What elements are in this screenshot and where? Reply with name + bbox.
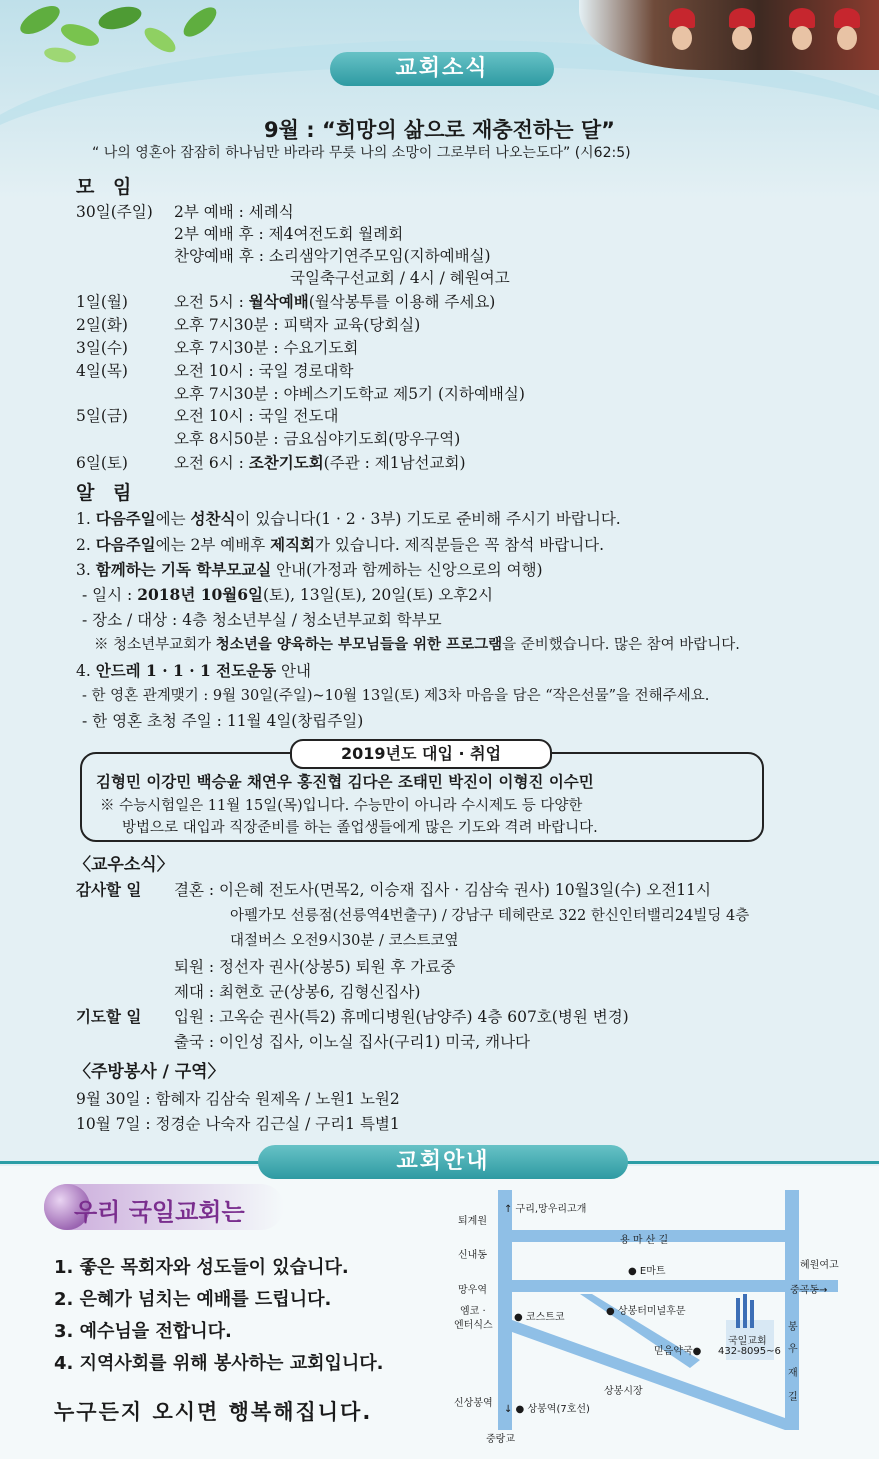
notice-item: - 한 영혼 관계맺기 : 9월 30일(주일)~10월 13일(토) 제3차 마음을 담은 “작은선물”을 전해주세요.	[82, 688, 710, 704]
map-label: 믿음약국●	[654, 1346, 702, 1357]
kitchen-row: 9월 30일 : 함혜자 김삼숙 원제옥 / 노원1 노원2	[76, 1090, 400, 1108]
meeting-item: 2부 예배 : 세례식	[174, 203, 294, 221]
member-news-line: 입원 : 고옥순 권사(특2) 휴메디병원(남양주) 4층 607호(병원 변경)	[174, 1008, 629, 1026]
location-map	[450, 1190, 850, 1450]
meeting-day: 30일(주일)	[76, 203, 153, 221]
section-title-news: 교회소식	[330, 52, 554, 86]
map-label: 용 마 산 길	[620, 1235, 669, 1246]
welcome-text: 우리 국일교회는	[74, 1198, 245, 1226]
kitchen-heading: 〈주방봉사 / 구역〉	[74, 1062, 225, 1082]
meeting-item: 찬양예배 후 : 소리샘악기연주모임(지하예배실)	[174, 247, 491, 265]
map-label: 432-8095~6	[718, 1346, 781, 1357]
members-heading: 〈교우소식〉	[74, 855, 174, 875]
member-news-line: 출국 : 이인성 집사, 이노실 집사(구리1) 미국, 캐나다	[174, 1033, 531, 1051]
meeting-item: 2부 예배 후 : 제4여전도회 월례회	[174, 225, 404, 243]
church-point: 4. 지역사회를 위해 봉사하는 교회입니다.	[54, 1353, 384, 1374]
notice-item: 1. 다음주일에는 성찬식이 있습니다(1 · 2 · 3부) 기도로 준비해 주시기 바랍니다.	[76, 509, 621, 528]
map-label: 엔터식스	[454, 1320, 493, 1331]
map-label: ↑ 구리,망우리고개	[504, 1204, 587, 1215]
member-news-line: 제대 : 최현호 군(상봉6, 김형신집사)	[174, 983, 421, 1001]
slogan: 누구든지 오시면 행복해집니다.	[54, 1400, 373, 1424]
map-label: 상봉시장	[604, 1386, 643, 1397]
meeting-day: 6일(토)	[76, 454, 128, 472]
meeting-item: 오전 10시 : 국일 경로대학	[174, 362, 354, 380]
notices-heading: 알 림	[76, 482, 138, 504]
notice-item: 2. 다음주일에는 2부 예배후 제직회가 있습니다. 제직분들은 꼭 참석 바랍니다.	[76, 535, 605, 554]
church-point: 3. 예수님을 전합니다.	[54, 1321, 232, 1342]
meetings-heading: 모 임	[76, 176, 138, 198]
meeting-day: 4일(목)	[76, 362, 128, 380]
map-label: 퇴계원	[458, 1216, 487, 1227]
meeting-item: 오후 7시30분 : 피택자 교육(당회실)	[174, 316, 421, 334]
meeting-item: 오전 6시 : 조찬기도회(주관 : 제1남선교회)	[174, 453, 466, 472]
member-news-line: 아펠가모 선릉점(선릉역4번출구) / 강남구 테헤란로 322 한신인터밸리24빌딩 4층	[230, 908, 750, 924]
map-label: 중랑교	[486, 1434, 515, 1445]
map-label: 신상봉역	[454, 1398, 493, 1409]
meeting-item: 국일축구선교회 / 4시 / 혜원여고	[290, 269, 510, 287]
map-label: 중곡동→	[790, 1285, 828, 1296]
church-point: 2. 은혜가 넘치는 예배를 드립니다.	[54, 1289, 332, 1310]
meeting-item: 오후 8시50분 : 금요심야기도회(망우구역)	[174, 430, 461, 448]
meeting-day: 2일(화)	[76, 316, 128, 334]
meeting-item: 오후 7시30분 : 야베스기도학교 제5기 (지하예배실)	[174, 385, 525, 403]
member-news-line: 대절버스 오전9시30분 / 코스트코옆	[230, 933, 459, 949]
notice-item: 3. 함께하는 기독 학부모교실 안내(가정과 함께하는 신앙으로의 여행)	[76, 560, 543, 579]
meeting-day: 3일(수)	[76, 339, 128, 357]
section-title-guide: 교회안내	[258, 1145, 628, 1179]
notice-item: 4. 안드레 1 · 1 · 1 전도운동 안내	[76, 661, 311, 680]
map-label: 망우역	[458, 1285, 487, 1296]
notice-item: - 장소 / 대상 : 4층 청소년부실 / 청소년부교회 학부모	[82, 611, 442, 629]
map-label: 혜원여고	[800, 1260, 839, 1271]
month-theme: 9월 : “희망의 삶으로 재충전하는 달”	[264, 118, 615, 142]
notice-item: ※ 청소년부교회가 청소년을 양육하는 부모님들을 위한 프로그램을 준비했습니다. 많은 참여 바랍니다.	[94, 636, 740, 653]
exam-note: ※ 수능시험일은 11월 15일(목)입니다. 수능만이 아니라 수시제도 등 다양한	[100, 798, 583, 814]
map-label: ● 코스트코	[514, 1312, 565, 1323]
pray-label: 기도할 일	[76, 1007, 142, 1026]
exam-note: 방법으로 대입과 직장준비를 하는 졸업생들에게 많은 기도와 격려 바랍니다.	[122, 820, 598, 836]
notice-item: - 일시 : 2018년 10월6일(토), 13일(토), 20일(토) 오후2시	[82, 585, 494, 604]
map-label: 봉	[788, 1322, 798, 1333]
member-news-line: 결혼 : 이은혜 전도사(면목2, 이승재 집사 · 김삼숙 권사) 10월3일(수) 오전11시	[174, 881, 712, 899]
map-label: 국일교회	[728, 1336, 767, 1347]
meeting-day: 5일(금)	[76, 407, 128, 425]
map-label: ● E마트	[628, 1266, 666, 1277]
map-label: 신내동	[458, 1250, 487, 1261]
kitchen-row: 10월 7일 : 정경순 나숙자 김근실 / 구리1 특별1	[76, 1115, 400, 1133]
exam-box-title: 2019년도 대입 · 취업	[290, 739, 552, 769]
map-label: ● 상봉터미널후문	[606, 1306, 686, 1317]
map-label: 재	[788, 1368, 798, 1379]
meeting-item: 오전 10시 : 국일 전도대	[174, 407, 339, 425]
leaves-illustration	[0, 0, 260, 80]
meeting-item: 오후 7시30분 : 수요기도회	[174, 339, 359, 357]
meeting-day: 1일(월)	[76, 293, 128, 311]
map-label: 길	[788, 1392, 798, 1403]
thanks-label: 감사할 일	[76, 880, 142, 899]
meeting-item: 오전 5시 : 월삭예배(월삭봉투를 이용해 주세요)	[174, 292, 496, 311]
member-news-line: 퇴원 : 정선자 권사(상봉5) 퇴원 후 가료중	[174, 958, 456, 976]
map-label: 엠코 ·	[460, 1306, 486, 1317]
church-point: 1. 좋은 목회자와 성도들이 있습니다.	[54, 1257, 349, 1278]
map-label: ↓ ● 상봉역(7호선)	[504, 1404, 590, 1415]
notice-item: - 한 영혼 초청 주일 : 11월 4일(창립주일)	[82, 712, 364, 730]
graduate-names: 김형민 이강민 백승윤 채연우 홍진협 김다은 조태민 박진이 이형진 이수민	[96, 772, 594, 791]
bible-verse: “ 나의 영혼아 잠잠히 하나님만 바라라 무릇 나의 소망이 그로부터 나오는도다” (시62:5)	[92, 145, 631, 161]
map-label: 우	[788, 1344, 798, 1355]
